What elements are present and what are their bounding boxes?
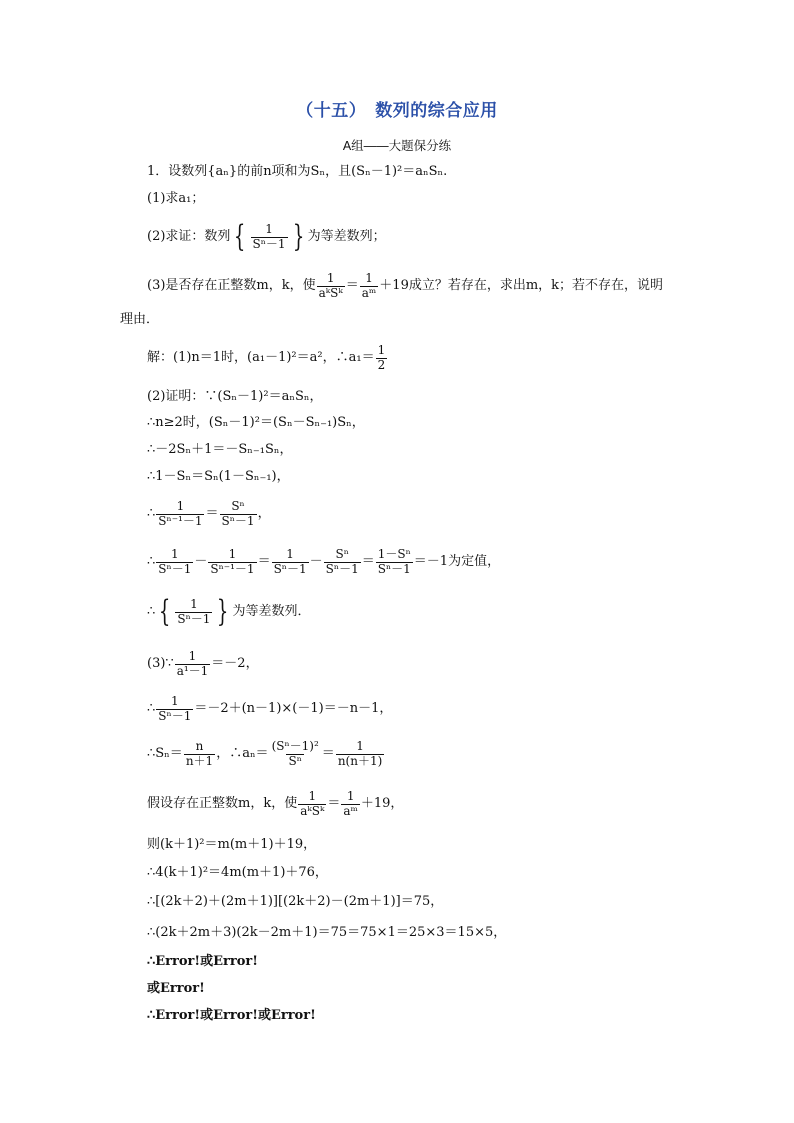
solution-text: ∴n≥2时，(Sₙ－1)²＝(Sₙ－Sₙ₋₁)Sₙ， [147, 415, 365, 430]
denominator: Sⁿ－1 [221, 513, 255, 528]
fraction [220, 500, 257, 529]
solution-text: ＝－1为定值， [413, 554, 501, 570]
numerator: 1 [308, 789, 317, 803]
solution-line-1 [147, 344, 388, 373]
solution-text: ∴4(k＋1)²＝4m(m＋1)＋76， [147, 865, 328, 880]
denominator: aᵏSᵏ [318, 285, 343, 300]
problem-1-part-3-cont [120, 313, 159, 327]
fraction [336, 740, 384, 769]
equals-sign: ＝ [205, 506, 219, 522]
solution-text: 为等差数列． [232, 603, 311, 619]
denominator: Sⁿ－1 [177, 611, 211, 626]
part-3-text-end: ＋19成立？若存在，求出m，k；若不存在，说明 [379, 278, 664, 294]
denominator: Sⁿ－1 [158, 708, 192, 723]
denominator: Sⁿ－1 [325, 561, 359, 576]
solution-text: ∴Sₙ＝ [147, 746, 183, 762]
solution-text: 假设存在正整数m，k，使 [147, 796, 298, 812]
fraction [175, 598, 212, 627]
solution-line-15 [147, 895, 443, 909]
fraction [360, 272, 379, 301]
numerator: 1 [265, 221, 273, 236]
numerator: 1－Sⁿ [377, 547, 411, 561]
left-brace: { [234, 219, 246, 254]
numerator: 1 [176, 499, 185, 513]
part-3-text: (3)是否存在正整数m，k，使 [147, 278, 316, 294]
solution-text: ＋19， [360, 796, 404, 812]
solution-line-9 [147, 650, 259, 679]
numerator: 1 [228, 547, 237, 561]
right-brace: } [217, 594, 229, 629]
denominator: Sⁿ [288, 753, 302, 768]
solution-line-6 [147, 500, 271, 529]
numerator: 1 [188, 649, 197, 663]
equals-sign: ＝ [257, 554, 271, 570]
numerator: 1 [326, 271, 335, 285]
therefore-symbol: ∴ [147, 506, 156, 522]
solution-text: ＝－2， [211, 656, 259, 672]
solution-line-17 [147, 955, 258, 969]
fraction [317, 272, 345, 301]
denominator: aᵐ [343, 803, 358, 818]
solution-text: ∴－2Sₙ＋1＝－Sₙ₋₁Sₙ， [147, 442, 293, 457]
denominator: Sⁿ－1 [273, 561, 307, 576]
equals-sign: ＝ [321, 746, 335, 762]
equals-sign: ＝ [345, 278, 359, 294]
solution-line-4 [147, 443, 292, 457]
fraction [184, 740, 215, 769]
solution-text: ∴(2k＋2m＋3)(2k－2m＋1)＝75＝75×1＝25×3＝15×5， [147, 925, 507, 940]
numerator: 1 [170, 547, 179, 561]
numerator: 1 [346, 789, 355, 803]
solution-line-14 [147, 866, 328, 880]
equals-sign: ＝ [327, 796, 341, 812]
fraction [324, 548, 361, 577]
solution-line-19 [147, 1009, 316, 1023]
problem-1-statement [147, 165, 447, 179]
solution-line-16 [147, 926, 506, 940]
problem-1-part-1 [147, 192, 204, 206]
solution-text: ∴Error!或Error! [147, 954, 258, 969]
fraction [175, 650, 211, 679]
solution-line-8 [147, 594, 311, 629]
denominator: aᵐ [361, 285, 377, 300]
denominator: Sⁿ－1 [377, 561, 411, 576]
solution-text: ∴[(2k＋2)＋(2m＋1)][(2k＋2)－(2m＋1)]＝75， [147, 894, 444, 909]
numerator: n [195, 739, 204, 753]
numerator: (Sⁿ－1)² [271, 739, 319, 753]
solution-text: (2)证明：∵(Sₙ－1)²＝aₙSₙ， [147, 389, 323, 404]
solution-text: ∴1－Sₙ＝Sₙ(1－Sₙ₋₁)， [147, 469, 290, 484]
numerator: 1 [356, 739, 364, 753]
fraction [298, 790, 326, 819]
denominator: 2 [377, 357, 386, 372]
fraction [376, 344, 388, 373]
fraction [156, 695, 193, 724]
fraction [208, 548, 256, 577]
solution-text: ，∴aₙ＝ [216, 746, 269, 762]
denominator: aᵏSᵏ [300, 803, 325, 818]
minus-sign: － [309, 554, 323, 570]
fraction [341, 790, 360, 819]
fraction [272, 548, 309, 577]
problem-1-part-3 [147, 272, 663, 301]
solution-text: ， [257, 506, 271, 522]
left-brace: { [159, 594, 171, 629]
numerator: 1 [190, 596, 198, 611]
fraction [156, 548, 193, 577]
minus-sign: － [194, 554, 208, 570]
solution-line-13 [147, 838, 316, 852]
sequence-brace [230, 219, 307, 254]
right-brace: } [292, 219, 304, 254]
numerator: 1 [365, 271, 373, 285]
solution-line-12 [147, 790, 403, 819]
denominator: n(n＋1) [337, 753, 383, 768]
solution-text: 则(k＋1)²＝m(m＋1)＋19， [147, 837, 317, 852]
fraction [251, 223, 288, 252]
therefore-symbol: ∴ [147, 554, 156, 570]
solution-line-5 [147, 470, 290, 484]
part-1-text: (1)求a₁； [147, 191, 205, 206]
fraction [270, 740, 321, 769]
solution-text: (3)∵ [147, 656, 174, 672]
section-subtitle: A组——大题保分练 [342, 139, 452, 153]
page-title: （十五） 数列的综合应用 [296, 101, 498, 121]
solution-line-7 [147, 548, 500, 577]
denominator: Sⁿ⁻¹－1 [210, 561, 255, 576]
denominator: a¹－1 [176, 663, 209, 678]
denominator: n＋1 [185, 753, 214, 768]
solution-text: ∴Error!或Error!或Error! [147, 1008, 316, 1023]
part-2-text-end: 为等差数列； [307, 228, 386, 244]
fraction [156, 500, 204, 529]
solution-line-18 [147, 982, 205, 996]
solution-line-3 [147, 416, 365, 430]
problem-text: 1．设数列{aₙ}的前n项和为Sₙ，且(Sₙ－1)²＝aₙSₙ. [147, 164, 448, 179]
solution-text: 解：(1)n＝1时，(a₁－1)²＝a²，∴a₁＝ [147, 350, 375, 366]
therefore-symbol: ∴ [147, 701, 156, 717]
solution-line-2 [147, 390, 322, 404]
numerator: 1 [170, 694, 179, 708]
denominator: Sⁿ－1 [252, 236, 286, 251]
problem-1-part-2 [147, 219, 386, 254]
numerator: Sⁿ [335, 547, 349, 561]
solution-text: ＝－2＋(n－1)×(－1)＝－n－1， [194, 701, 393, 717]
denominator: Sⁿ－1 [158, 561, 192, 576]
fraction [376, 548, 413, 577]
solution-line-11 [147, 740, 385, 769]
numerator: 1 [377, 343, 386, 357]
numerator: Sⁿ [231, 499, 245, 513]
denominator: Sⁿ⁻¹－1 [158, 513, 203, 528]
solution-line-10 [147, 695, 392, 724]
part-2-text: (2)求证：数列 [147, 228, 231, 244]
solution-text: 或Error! [147, 981, 205, 996]
therefore-symbol: ∴ [147, 603, 156, 619]
equals-sign: ＝ [361, 554, 375, 570]
sequence-brace [155, 594, 232, 629]
numerator: 1 [286, 547, 294, 561]
part-3-continuation: 理由． [120, 312, 160, 327]
